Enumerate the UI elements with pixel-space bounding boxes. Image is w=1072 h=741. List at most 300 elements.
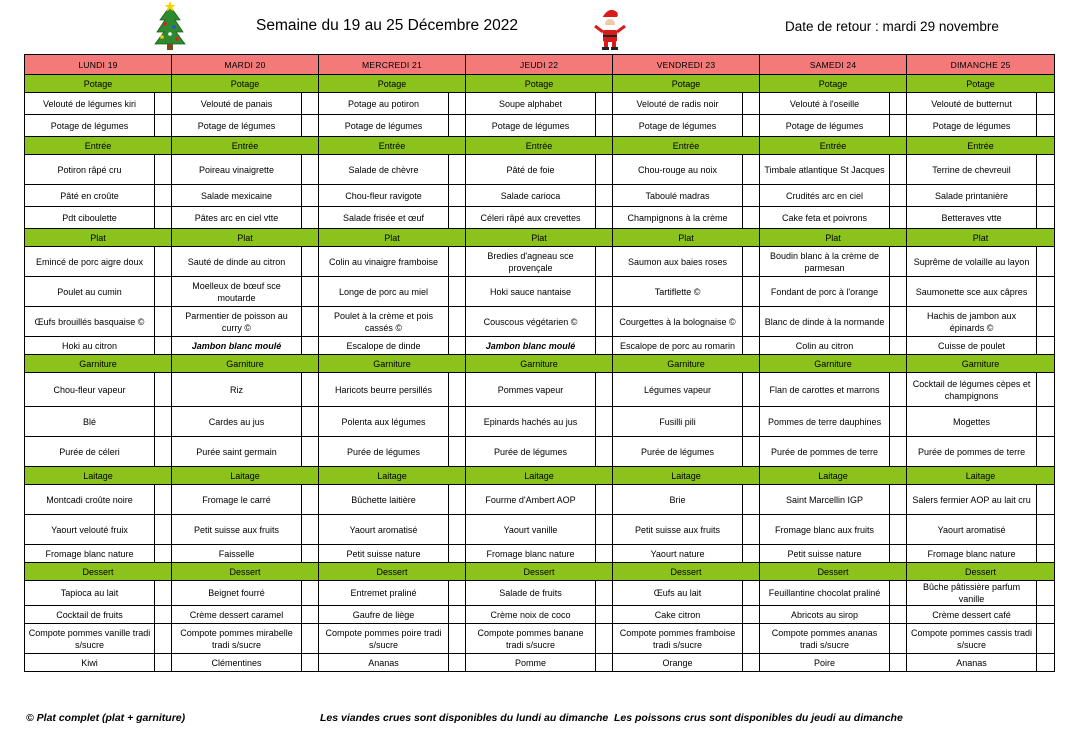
menu-item: Saint Marcellin IGP [760, 485, 890, 515]
selection-box[interactable] [449, 247, 466, 277]
menu-item: Soupe alphabet [466, 93, 596, 115]
menu-item: Bûchette laitière [319, 485, 449, 515]
selection-box[interactable] [890, 545, 907, 563]
footer [0, 712, 1072, 732]
menu-item: Potage de légumes [760, 115, 890, 137]
menu-item: Fromage blanc nature [907, 545, 1037, 563]
selection-box[interactable] [890, 93, 907, 115]
section-header-laitage: Laitage [907, 467, 1055, 485]
menu-item: Pâté de foie [466, 155, 596, 185]
menu-row [25, 624, 1055, 654]
section-header-garniture: Garniture [25, 355, 172, 373]
selection-box[interactable] [1037, 545, 1055, 563]
selection-box[interactable] [155, 155, 172, 185]
selection-box[interactable] [302, 373, 319, 407]
menu-row [25, 115, 1055, 137]
menu-item: Purée saint germain [172, 437, 302, 467]
page-header [0, 0, 1072, 52]
selection-box[interactable] [890, 437, 907, 467]
menu-item: Timbale atlantique St Jacques [760, 155, 890, 185]
menu-item: Crème dessert caramel [172, 606, 302, 624]
menu-item: Chou-fleur vapeur [25, 373, 155, 407]
selection-box[interactable] [302, 545, 319, 563]
selection-box[interactable] [449, 307, 466, 337]
selection-box[interactable] [449, 581, 466, 606]
selection-box[interactable] [1037, 207, 1055, 229]
selection-box[interactable] [743, 581, 760, 606]
selection-box[interactable] [890, 485, 907, 515]
section-header-potage: Potage [613, 75, 760, 93]
selection-box[interactable] [1037, 437, 1055, 467]
menu-item: Pdt ciboulette [25, 207, 155, 229]
selection-box[interactable] [890, 277, 907, 307]
menu-item: Salade mexicaine [172, 185, 302, 207]
menu-item: Sauté de dinde au citron [172, 247, 302, 277]
selection-box[interactable] [743, 624, 760, 654]
menu-row [25, 515, 1055, 545]
selection-box[interactable] [155, 247, 172, 277]
menu-item: Cocktail de fruits [25, 606, 155, 624]
selection-box[interactable] [596, 247, 613, 277]
selection-box[interactable] [890, 337, 907, 355]
menu-item: Salade frisée et œuf [319, 207, 449, 229]
selection-box[interactable] [449, 624, 466, 654]
menu-row [25, 155, 1055, 185]
menu-item: Saumonette sce aux câpres [907, 277, 1037, 307]
selection-box[interactable] [596, 515, 613, 545]
menu-item: Yaourt vanille [466, 515, 596, 545]
section-header-potage: Potage [319, 75, 466, 93]
selection-box[interactable] [302, 581, 319, 606]
selection-box[interactable] [302, 515, 319, 545]
menu-item: Crème noix de coco [466, 606, 596, 624]
menu-item: Polenta aux légumes [319, 407, 449, 437]
selection-box[interactable] [449, 545, 466, 563]
selection-box[interactable] [596, 581, 613, 606]
selection-box[interactable] [302, 207, 319, 229]
section-header-entree: Entrée [907, 137, 1055, 155]
selection-box[interactable] [302, 307, 319, 337]
section-header-garniture: Garniture [907, 355, 1055, 373]
section-header-laitage: Laitage [172, 467, 319, 485]
selection-box[interactable] [155, 654, 172, 672]
section-header-laitage: Laitage [25, 467, 172, 485]
selection-box[interactable] [890, 185, 907, 207]
menu-item: Orange [613, 654, 743, 672]
menu-item: Compote pommes vanille tradi s/sucre [25, 624, 155, 654]
menu-item: Pâté en croûte [25, 185, 155, 207]
menu-item: Couscous végétarien © [466, 307, 596, 337]
selection-box[interactable] [155, 606, 172, 624]
menu-item: Colin au vinaigre framboise [319, 247, 449, 277]
menu-row [25, 606, 1055, 624]
menu-item: Petit suisse nature [319, 545, 449, 563]
selection-box[interactable] [302, 437, 319, 467]
selection-box[interactable] [743, 207, 760, 229]
section-header-dessert: Dessert [760, 563, 907, 581]
selection-box[interactable] [449, 155, 466, 185]
weekly-menu-table [24, 54, 1055, 672]
menu-item: Velouté à l'oseille [760, 93, 890, 115]
menu-item: Fusilli pili [613, 407, 743, 437]
menu-item: Boudin blanc à la crème de parmesan [760, 247, 890, 277]
section-header-row [25, 355, 1055, 373]
menu-item: Cake feta et poivrons [760, 207, 890, 229]
menu-item: Salade printanière [907, 185, 1037, 207]
selection-box[interactable] [1037, 307, 1055, 337]
menu-item: Petit suisse aux fruits [172, 515, 302, 545]
menu-item: Poulet à la crème et pois cassés © [319, 307, 449, 337]
selection-box[interactable] [596, 545, 613, 563]
menu-item: Brie [613, 485, 743, 515]
selection-box[interactable] [302, 337, 319, 355]
menu-item: Compote pommes banane tradi s/sucre [466, 624, 596, 654]
menu-item: Bredies d'agneau sce provençale [466, 247, 596, 277]
section-header-potage: Potage [25, 75, 172, 93]
section-header-potage: Potage [466, 75, 613, 93]
menu-item: Fromage blanc nature [466, 545, 596, 563]
selection-box[interactable] [596, 407, 613, 437]
selection-box[interactable] [890, 115, 907, 137]
selection-box[interactable] [743, 307, 760, 337]
selection-box[interactable] [743, 485, 760, 515]
section-header-entree: Entrée [466, 137, 613, 155]
menu-item: Poulet au cumin [25, 277, 155, 307]
selection-box[interactable] [1037, 485, 1055, 515]
selection-box[interactable] [449, 373, 466, 407]
menu-item: Feuillantine chocolat praliné [760, 581, 890, 606]
selection-box[interactable] [155, 207, 172, 229]
selection-box[interactable] [743, 407, 760, 437]
selection-box[interactable] [155, 581, 172, 606]
menu-item: Potage de légumes [466, 115, 596, 137]
menu-item: Salers fermier AOP au lait cru [907, 485, 1037, 515]
menu-item: Compote pommes mirabelle tradi s/sucre [172, 624, 302, 654]
selection-box[interactable] [890, 654, 907, 672]
selection-box[interactable] [596, 155, 613, 185]
menu-item: Cake citron [613, 606, 743, 624]
menu-row [25, 373, 1055, 407]
selection-box[interactable] [1037, 93, 1055, 115]
selection-box[interactable] [155, 277, 172, 307]
selection-box[interactable] [302, 185, 319, 207]
menu-row [25, 485, 1055, 515]
selection-box[interactable] [302, 606, 319, 624]
menu-item: Hoki au citron [25, 337, 155, 355]
selection-box[interactable] [302, 407, 319, 437]
selection-box[interactable] [449, 485, 466, 515]
menu-row [25, 93, 1055, 115]
menu-item: Fondant de porc à l'orange [760, 277, 890, 307]
selection-box[interactable] [155, 307, 172, 337]
footer-note-fish: Les poissons crus sont disponibles du jeudi au dimanche [614, 712, 903, 724]
day-header: VENDREDI 23 [613, 55, 760, 75]
section-header-entree: Entrée [613, 137, 760, 155]
menu-item: Crudités arc en ciel [760, 185, 890, 207]
selection-box[interactable] [743, 155, 760, 185]
selection-box[interactable] [155, 485, 172, 515]
menu-item: Pommes de terre dauphines [760, 407, 890, 437]
menu-item: Fromage blanc nature [25, 545, 155, 563]
selection-box[interactable] [596, 654, 613, 672]
selection-box[interactable] [1037, 185, 1055, 207]
selection-box[interactable] [743, 515, 760, 545]
menu-item: Faisselle [172, 545, 302, 563]
selection-box[interactable] [1037, 624, 1055, 654]
menu-item: Potage de légumes [172, 115, 302, 137]
selection-box[interactable] [743, 277, 760, 307]
selection-box[interactable] [890, 606, 907, 624]
menu-item: Ananas [319, 654, 449, 672]
menu-item: Chou-rouge au noix [613, 155, 743, 185]
selection-box[interactable] [1037, 277, 1055, 307]
section-header-garniture: Garniture [466, 355, 613, 373]
menu-item: Riz [172, 373, 302, 407]
selection-box[interactable] [302, 654, 319, 672]
selection-box[interactable] [1037, 115, 1055, 137]
selection-box[interactable] [596, 373, 613, 407]
selection-box[interactable] [743, 654, 760, 672]
section-header-dessert: Dessert [172, 563, 319, 581]
menu-row [25, 437, 1055, 467]
menu-item: Potiron râpé cru [25, 155, 155, 185]
menu-item: Yaourt nature [613, 545, 743, 563]
selection-box[interactable] [449, 207, 466, 229]
selection-box[interactable] [743, 247, 760, 277]
selection-box[interactable] [596, 115, 613, 137]
menu-item: Kiwi [25, 654, 155, 672]
selection-box[interactable] [155, 373, 172, 407]
section-header-potage: Potage [172, 75, 319, 93]
menu-item: Salade carioca [466, 185, 596, 207]
selection-box[interactable] [155, 437, 172, 467]
section-header-entree: Entrée [319, 137, 466, 155]
section-header-entree: Entrée [760, 137, 907, 155]
day-header: SAMEDI 24 [760, 55, 907, 75]
menu-item: Mogettes [907, 407, 1037, 437]
menu-body [25, 55, 1055, 672]
menu-item: Entremet praliné [319, 581, 449, 606]
day-header: MARDI 20 [172, 55, 319, 75]
menu-item: Epinards hachés au jus [466, 407, 596, 437]
menu-item: Taboulé madras [613, 185, 743, 207]
selection-box[interactable] [1037, 515, 1055, 545]
selection-box[interactable] [155, 407, 172, 437]
selection-box[interactable] [596, 337, 613, 355]
selection-box[interactable] [596, 207, 613, 229]
section-header-plat: Plat [466, 229, 613, 247]
selection-box[interactable] [302, 115, 319, 137]
selection-box[interactable] [743, 115, 760, 137]
selection-box[interactable] [890, 207, 907, 229]
selection-box[interactable] [449, 654, 466, 672]
selection-box[interactable] [890, 373, 907, 407]
selection-box[interactable] [155, 545, 172, 563]
section-header-plat: Plat [172, 229, 319, 247]
menu-item: Petit suisse aux fruits [613, 515, 743, 545]
selection-box[interactable] [1037, 581, 1055, 606]
selection-box[interactable] [302, 155, 319, 185]
menu-item: Escalope de dinde [319, 337, 449, 355]
menu-item: Velouté de butternut [907, 93, 1037, 115]
menu-item: Haricots beurre persillés [319, 373, 449, 407]
selection-box[interactable] [890, 247, 907, 277]
selection-box[interactable] [1037, 155, 1055, 185]
selection-box[interactable] [1037, 247, 1055, 277]
menu-row [25, 407, 1055, 437]
menu-item: Suprême de volaille au layon [907, 247, 1037, 277]
menu-item: Compote pommes cassis tradi s/sucre [907, 624, 1037, 654]
selection-box[interactable] [596, 185, 613, 207]
selection-box[interactable] [743, 337, 760, 355]
selection-box[interactable] [155, 515, 172, 545]
menu-item: Terrine de chevreuil [907, 155, 1037, 185]
menu-row [25, 247, 1055, 277]
menu-item: Compote pommes framboise tradi s/sucre [613, 624, 743, 654]
selection-box[interactable] [1037, 407, 1055, 437]
menu-item: Yaourt aromatisé [319, 515, 449, 545]
menu-item: Petit suisse nature [760, 545, 890, 563]
selection-box[interactable] [890, 515, 907, 545]
selection-box[interactable] [1037, 654, 1055, 672]
selection-box[interactable] [596, 277, 613, 307]
selection-box[interactable] [155, 624, 172, 654]
selection-box[interactable] [890, 307, 907, 337]
day-header: JEUDI 22 [466, 55, 613, 75]
section-header-row [25, 467, 1055, 485]
selection-box[interactable] [449, 606, 466, 624]
selection-box[interactable] [449, 115, 466, 137]
selection-box[interactable] [449, 185, 466, 207]
menu-item: Poireau vinaigrette [172, 155, 302, 185]
section-header-garniture: Garniture [613, 355, 760, 373]
section-header-dessert: Dessert [613, 563, 760, 581]
selection-box[interactable] [449, 277, 466, 307]
selection-box[interactable] [743, 185, 760, 207]
selection-box[interactable] [596, 485, 613, 515]
menu-item: Courgettes à la bolognaise © [613, 307, 743, 337]
menu-item: Purée de légumes [319, 437, 449, 467]
selection-box[interactable] [596, 93, 613, 115]
selection-box[interactable] [155, 337, 172, 355]
menu-item: Parmentier de poisson au curry © [172, 307, 302, 337]
menu-item: Velouté de panais [172, 93, 302, 115]
selection-box[interactable] [890, 624, 907, 654]
selection-box[interactable] [155, 93, 172, 115]
selection-box[interactable] [302, 247, 319, 277]
menu-item: Potage de légumes [907, 115, 1037, 137]
selection-box[interactable] [596, 437, 613, 467]
menu-item: Saumon aux baies roses [613, 247, 743, 277]
selection-box[interactable] [302, 277, 319, 307]
selection-box[interactable] [155, 115, 172, 137]
menu-item: Compote pommes ananas tradi s/sucre [760, 624, 890, 654]
menu-item: Pomme [466, 654, 596, 672]
selection-box[interactable] [1037, 606, 1055, 624]
section-header-row [25, 229, 1055, 247]
selection-box[interactable] [302, 485, 319, 515]
selection-box[interactable] [596, 307, 613, 337]
santa-claus-icon [592, 4, 628, 50]
day-header: LUNDI 19 [25, 55, 172, 75]
menu-item: Abricots au sirop [760, 606, 890, 624]
selection-box[interactable] [743, 545, 760, 563]
selection-box[interactable] [890, 581, 907, 606]
menu-item: Potage au potiron [319, 93, 449, 115]
menu-item: Compote pommes poire tradi s/sucre [319, 624, 449, 654]
menu-item: Purée de légumes [466, 437, 596, 467]
section-header-garniture: Garniture [760, 355, 907, 373]
menu-item: Blé [25, 407, 155, 437]
menu-item: Beignet fourré [172, 581, 302, 606]
menu-item: Champignons à la crème [613, 207, 743, 229]
selection-box[interactable] [449, 437, 466, 467]
menu-item: Chou-fleur ravigote [319, 185, 449, 207]
menu-item: Crème dessert café [907, 606, 1037, 624]
menu-row [25, 277, 1055, 307]
menu-item: Potage de légumes [319, 115, 449, 137]
section-header-dessert: Dessert [907, 563, 1055, 581]
selection-box[interactable] [743, 373, 760, 407]
menu-item: Légumes vapeur [613, 373, 743, 407]
section-header-plat: Plat [760, 229, 907, 247]
selection-box[interactable] [302, 93, 319, 115]
section-header-plat: Plat [319, 229, 466, 247]
selection-box[interactable] [890, 155, 907, 185]
menu-item: Poire [760, 654, 890, 672]
selection-box[interactable] [743, 93, 760, 115]
selection-box[interactable] [449, 337, 466, 355]
menu-item: Potage de légumes [25, 115, 155, 137]
menu-row [25, 545, 1055, 563]
selection-box[interactable] [302, 624, 319, 654]
section-header-row [25, 75, 1055, 93]
menu-item: Flan de carottes et marrons [760, 373, 890, 407]
menu-item: Clémentines [172, 654, 302, 672]
selection-box[interactable] [596, 606, 613, 624]
footer-note-meat: Les viandes crues sont disponibles du lundi au dimanche [320, 712, 609, 724]
selection-box[interactable] [449, 407, 466, 437]
menu-item: Céleri râpé aux crevettes [466, 207, 596, 229]
section-header-potage: Potage [907, 75, 1055, 93]
selection-box[interactable] [449, 93, 466, 115]
selection-box[interactable] [596, 624, 613, 654]
menu-item: Velouté de légumes kiri [25, 93, 155, 115]
section-header-laitage: Laitage [319, 467, 466, 485]
menu-item: Cardes au jus [172, 407, 302, 437]
footer-note-complete-dish: © Plat complet (plat + garniture) [26, 712, 186, 724]
selection-box[interactable] [743, 437, 760, 467]
menu-item: Colin au citron [760, 337, 890, 355]
section-header-laitage: Laitage [613, 467, 760, 485]
menu-item: Blanc de dinde à la normande [760, 307, 890, 337]
section-header-plat: Plat [613, 229, 760, 247]
section-header-plat: Plat [25, 229, 172, 247]
selection-box[interactable] [1037, 337, 1055, 355]
menu-item: Moelleux de bœuf sce moutarde [172, 277, 302, 307]
section-header-garniture: Garniture [319, 355, 466, 373]
selection-box[interactable] [1037, 373, 1055, 407]
menu-item: Hoki sauce nantaise [466, 277, 596, 307]
menu-item: Gaufre de liège [319, 606, 449, 624]
selection-box[interactable] [743, 606, 760, 624]
menu-row [25, 337, 1055, 355]
menu-item: Bûche pâtissière parfum vanille [907, 581, 1037, 606]
selection-box[interactable] [449, 515, 466, 545]
selection-box[interactable] [155, 185, 172, 207]
day-header-row [25, 55, 1055, 75]
selection-box[interactable] [890, 407, 907, 437]
